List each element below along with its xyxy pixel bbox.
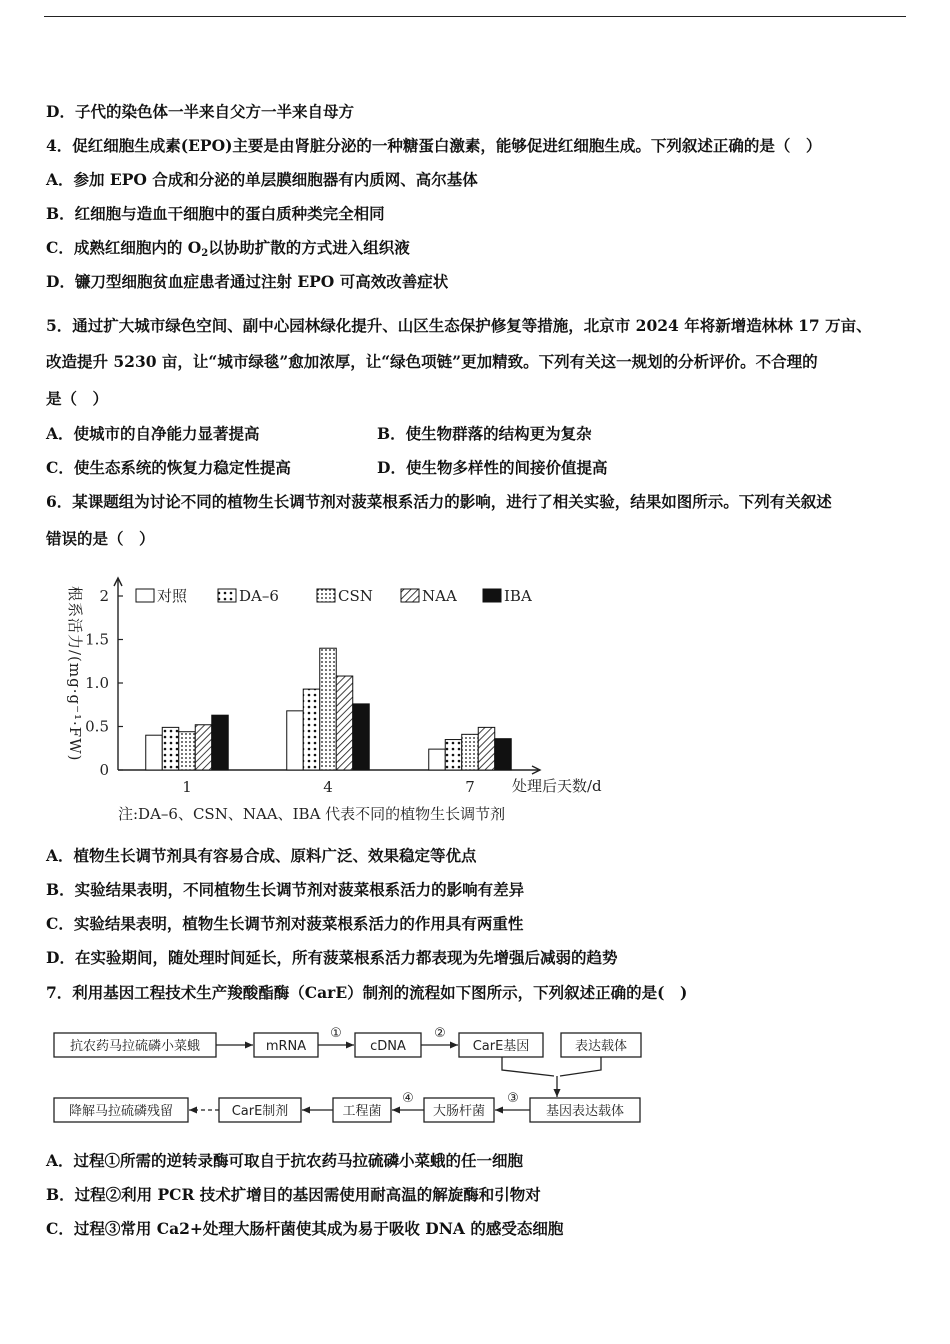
bar xyxy=(162,727,179,770)
legend-swatch xyxy=(136,589,154,602)
arrow-gene-join xyxy=(502,1057,554,1076)
y-tick-label: 1.0 xyxy=(85,674,109,692)
bar xyxy=(320,648,337,770)
y-tick-label: 0 xyxy=(99,761,109,779)
bar xyxy=(495,739,512,770)
q5-option-a: A．使城市的自净能力显著提高 xyxy=(46,424,260,443)
q6-option-c: C．实验结果表明，植物生长调节剂对菠菜根系活力的作用具有两重性 xyxy=(46,914,524,933)
y-tick-label: 1.5 xyxy=(85,630,109,649)
q6-option-b: B．实验结果表明，不同植物生长调节剂对菠菜根系活力的影响有差异 xyxy=(46,880,525,899)
y-tick-label: 2 xyxy=(99,587,109,605)
x-tick-label: 7 xyxy=(465,778,475,796)
label-engineered-bacteria: 工程菌 xyxy=(342,1104,382,1119)
q3-option-d: D．子代的染色体一半来自父方一半来自母方 xyxy=(46,102,354,121)
bar xyxy=(195,725,212,770)
label-expression-vector: 基因表达载体 xyxy=(545,1104,625,1119)
bar xyxy=(212,715,229,770)
step-2-marker: ② xyxy=(434,1026,446,1041)
x-tick-label: 4 xyxy=(323,778,333,796)
q4-option-c xyxy=(46,238,410,264)
chart-note: 注:DA–6、CSN、NAA、IBA 代表不同的植物生长调节剂 xyxy=(118,805,506,823)
x-axis-label: 处理后天数/d xyxy=(512,777,602,795)
q4c-text-post: 以协助扩散的方式进入组织液 xyxy=(208,238,410,257)
q6-option-a: A．植物生长调节剂具有容易合成、原料广泛、效果稳定等优点 xyxy=(46,846,477,865)
flow-diagram xyxy=(50,1018,660,1130)
q5-option-d: D．使生物多样性的间接价值提高 xyxy=(377,458,608,477)
arrow-vector-join xyxy=(560,1057,601,1076)
y-tick-label: 0.5 xyxy=(85,717,109,736)
step-3-marker: ③ xyxy=(507,1091,519,1106)
q7-option-c: C．过程③常用 Ca2+处理大肠杆菌使其成为易于吸收 DNA 的感受态细胞 xyxy=(46,1219,564,1238)
legend-swatch xyxy=(218,589,236,602)
label-vector: 表达载体 xyxy=(574,1039,628,1054)
bar xyxy=(146,735,163,770)
q4-option-b: B．红细胞与造血干细胞中的蛋白质种类完全相同 xyxy=(46,204,385,223)
q7-option-b: B．过程②利用 PCR 技术扩增目的基因需使用耐高温的解旋酶和引物对 xyxy=(46,1185,541,1204)
bar xyxy=(478,727,495,770)
label-care-gene: CarE基因 xyxy=(472,1039,530,1054)
bar xyxy=(287,711,304,770)
label-mrna: mRNA xyxy=(265,1039,307,1054)
legend-label: IBA xyxy=(504,587,532,605)
q4c-subscript: 2 xyxy=(201,248,209,259)
x-tick-label: 1 xyxy=(182,778,192,796)
bar xyxy=(429,749,446,770)
step-1-marker: ① xyxy=(330,1026,342,1041)
label-cdna: cDNA xyxy=(370,1039,406,1054)
header-rule xyxy=(44,16,906,17)
q5-stem-line3: 是（ ） xyxy=(46,389,109,408)
q7-stem: 7．利用基因工程技术生产羧酸酯酶（CarE）制剂的流程如下图所示，下列叙述正确的是( ) xyxy=(46,983,688,1002)
bar xyxy=(462,734,479,770)
legend-label: DA–6 xyxy=(239,587,279,605)
q6-stem-line2: 错误的是（ ） xyxy=(46,529,155,548)
q4-stem: 4．促红细胞生成素(EPO)主要是由肾脏分泌的一种糖蛋白激素，能够促进红细胞生成。下列叙述正确的是（ ） xyxy=(46,136,822,155)
q4c-text-pre: C．成熟红细胞内的 O xyxy=(46,238,202,257)
root-activity-bar-chart xyxy=(60,572,640,834)
q7-option-a: A．过程①所需的逆转录酶可取自于抗农药马拉硫磷小菜蛾的任一细胞 xyxy=(46,1151,524,1170)
label-degrade: 降解马拉硫磷残留 xyxy=(68,1104,174,1119)
q6-option-d: D．在实验期间，随处理时间延长，所有菠菜根系活力都表现为先增强后减弱的趋势 xyxy=(46,948,618,967)
q5-option-c: C．使生态系统的恢复力稳定性提高 xyxy=(46,458,291,477)
q5-option-b: B．使生物群落的结构更为复杂 xyxy=(377,424,592,443)
q5-stem-line2: 改造提升 5230 亩，让“城市绿毯”愈加浓厚，让“绿色项链”更加精致。下列有关这一规划的分析评价。不合理的 xyxy=(46,352,818,371)
q4-option-d: D．镰刀型细胞贫血症患者通过注射 EPO 可高效改善症状 xyxy=(46,272,449,291)
legend-label: NAA xyxy=(422,587,457,605)
q4-option-a: A．参加 EPO 合成和分泌的单层膜细胞器有内质网、高尔基体 xyxy=(46,170,478,189)
legend-swatch xyxy=(401,589,419,602)
label-ecoli: 大肠杆菌 xyxy=(432,1104,486,1119)
step-4-marker: ④ xyxy=(402,1091,414,1106)
legend-swatch xyxy=(483,589,501,602)
bar xyxy=(303,689,320,770)
bar xyxy=(336,676,353,770)
y-axis-label-text: 根系活力/(mg·g⁻¹·FW) xyxy=(66,586,84,762)
bar xyxy=(445,740,462,770)
legend-label: CSN xyxy=(338,587,373,605)
y-axis-label xyxy=(66,586,84,761)
label-start: 抗农药马拉硫磷小菜蛾 xyxy=(69,1039,201,1054)
label-care-prep: CarE制剂 xyxy=(231,1104,289,1119)
legend-label: 对照 xyxy=(157,587,188,605)
legend-swatch xyxy=(317,589,335,602)
bar xyxy=(353,704,370,770)
bar xyxy=(179,732,196,770)
q6-stem-line1: 6．某课题组为讨论不同的植物生长调节剂对菠菜根系活力的影响，进行了相关实验，结果如图所示。下列有关叙述 xyxy=(46,492,832,511)
q5-stem-line1: 5．通过扩大城市绿色空间、副中心园林绿化提升、山区生态保护修复等措施，北京市 2024 年将新增造林林 17 万亩、 xyxy=(46,316,872,335)
